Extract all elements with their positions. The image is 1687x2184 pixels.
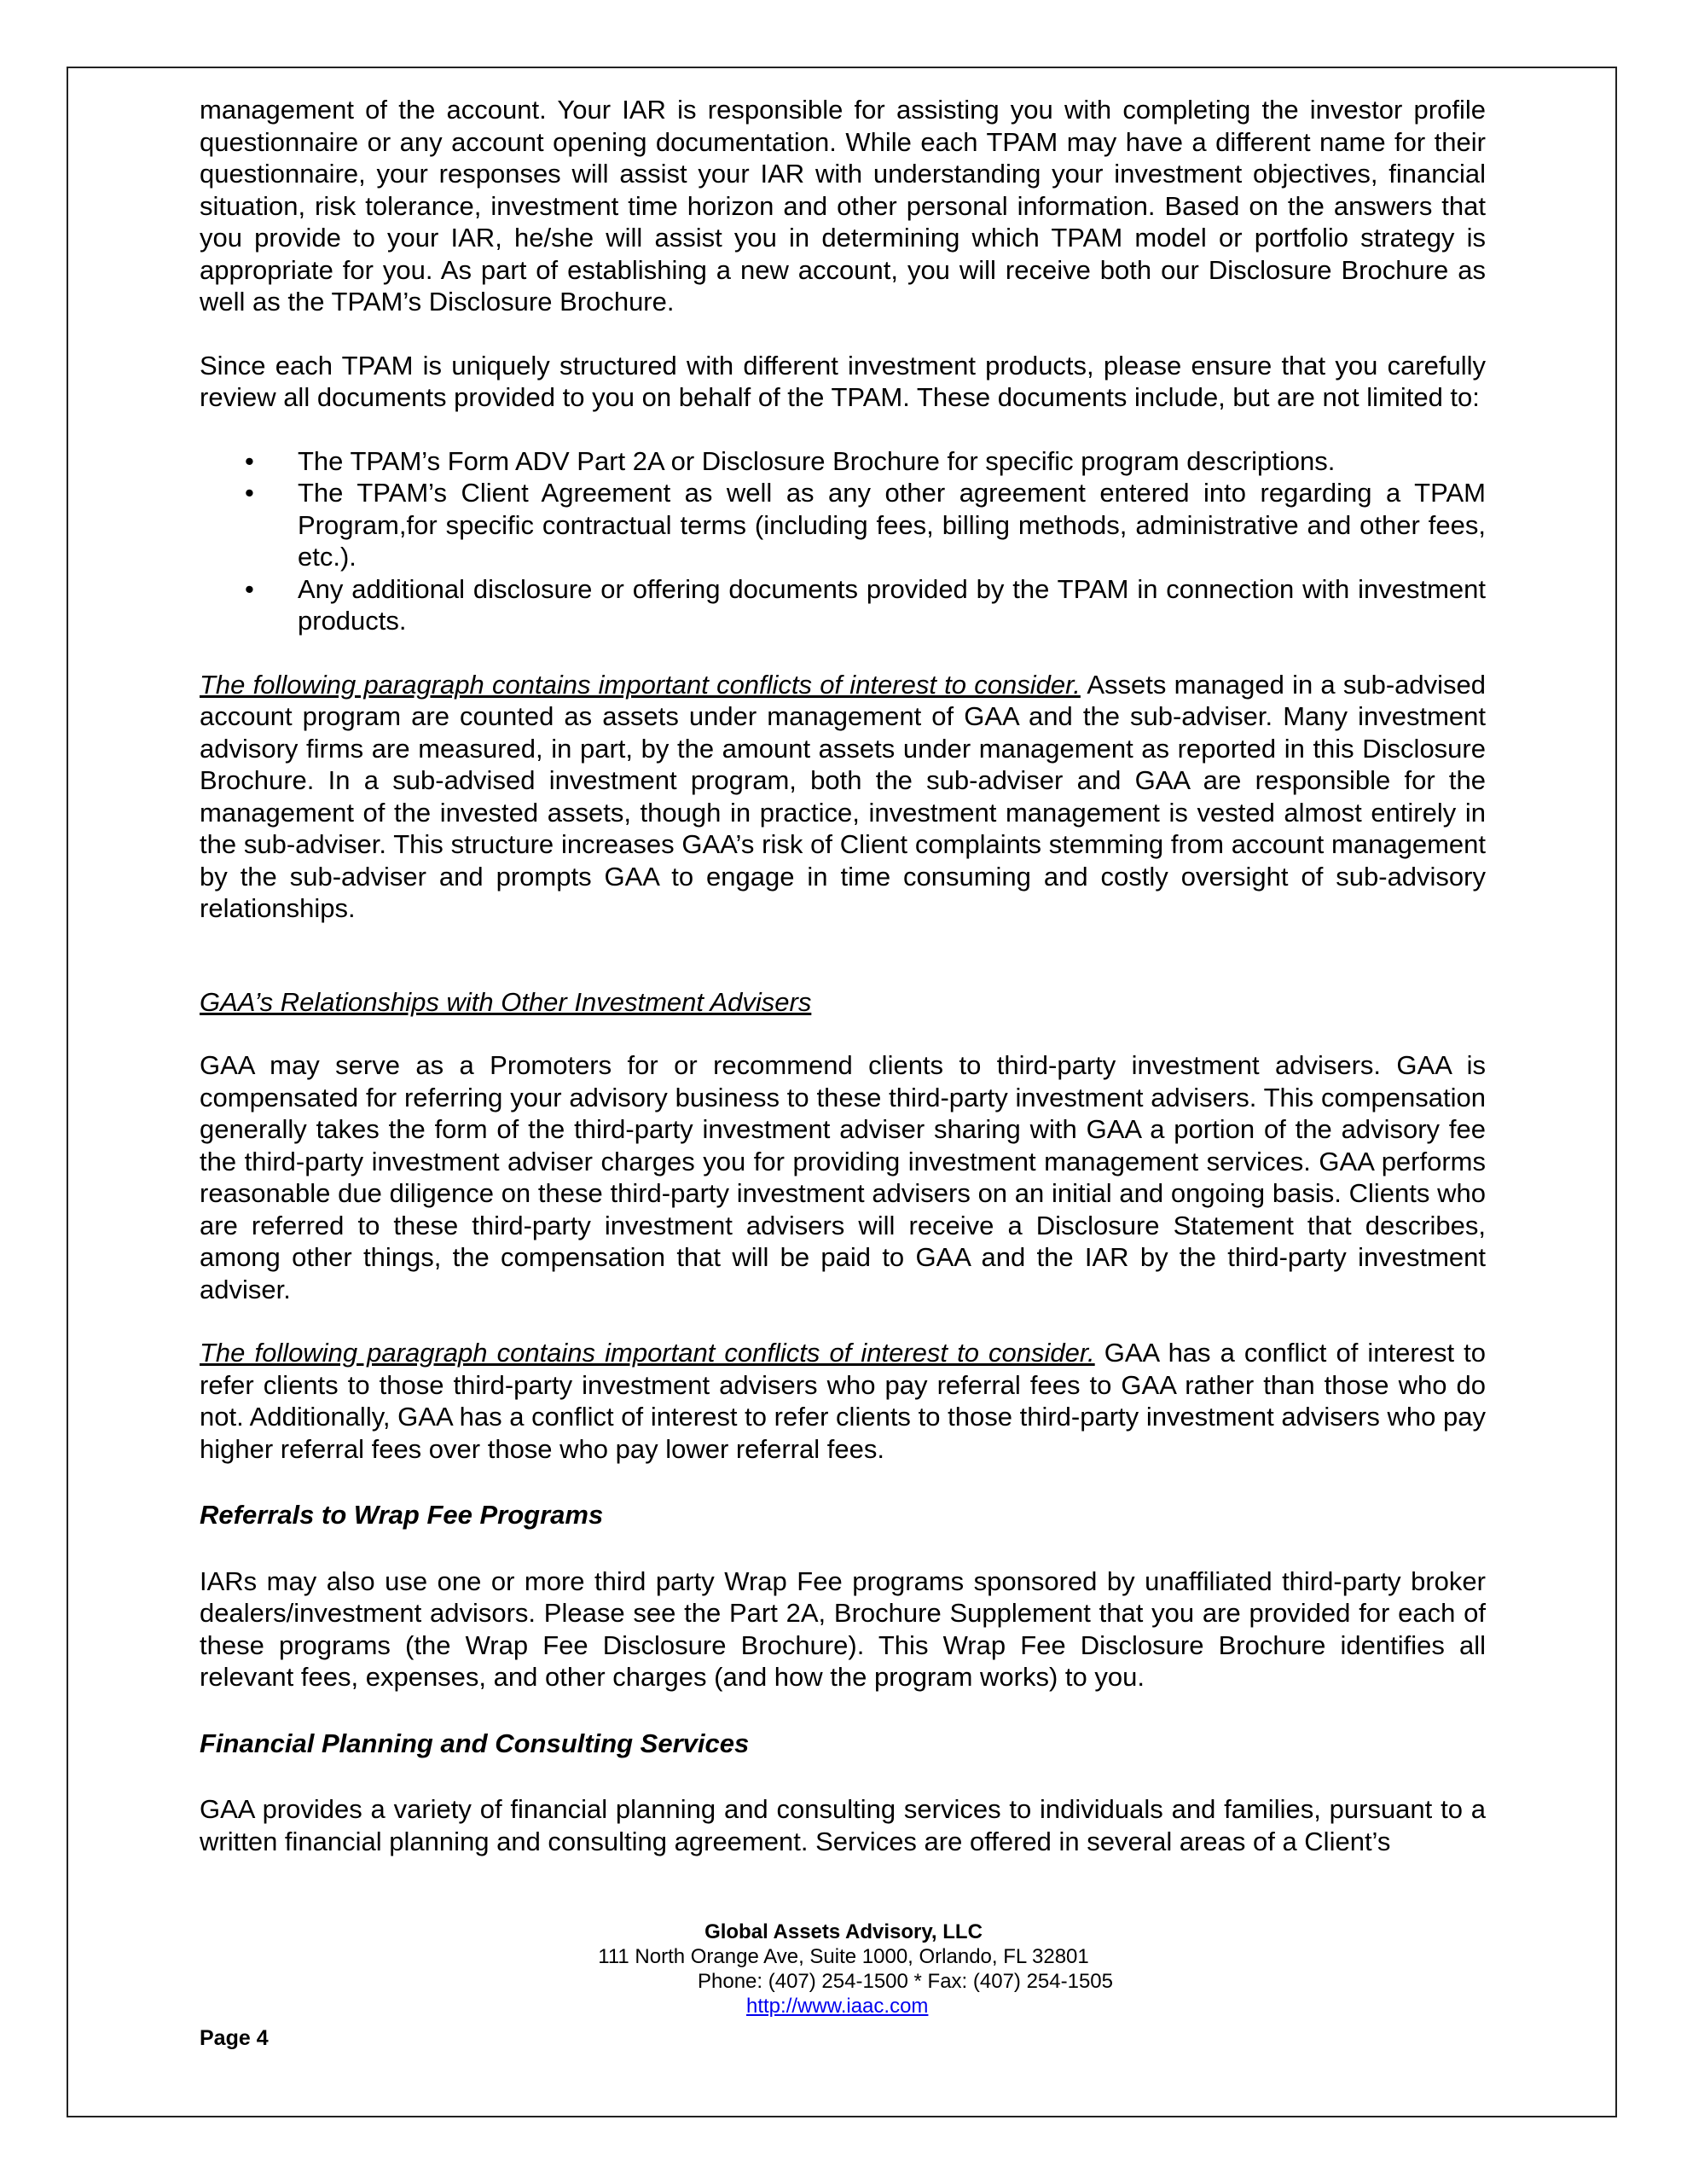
conflict-notice: The following paragraph contains important conflicts of interest to consider. xyxy=(200,1338,1095,1368)
section-heading-wrap-fee: Referrals to Wrap Fee Programs xyxy=(200,1500,604,1530)
section-heading-financial-planning: Financial Planning and Consulting Services xyxy=(200,1728,750,1758)
footer-phone: Phone: (407) 254-1500 * Fax: (407) 254-1505 xyxy=(698,1970,1113,1993)
footer-address: 111 North Orange Ave, Suite 1000, Orlando, FL 32801 xyxy=(598,1945,1089,1968)
conflict-notice: The following paragraph contains important conflicts of interest to consider. xyxy=(200,669,1081,700)
paragraph-financial-planning: GAA provides a variety of financial planning and consulting services to individuals and families, pursuant to a written financial planning and consulting agreement. Services are offered in several areas of a Client’s xyxy=(200,1794,1486,1856)
list-item xyxy=(245,445,1486,478)
footer-website-link[interactable]: http://www.iaac.com xyxy=(746,1995,929,2018)
bullet-icon: • xyxy=(245,445,254,476)
paragraph-tpam-documents: Since each TPAM is uniquely structured with different investment products, please ensure that you carefully review all documents provided to you on behalf of the TPAM. These documents include, but are not limited to: xyxy=(200,350,1486,412)
conflict-text: GAA has a conflict of interest to refer clients to those third-party investment advisers who pay referral fees to GAA rather than those who do not. Additionally, GAA has a conflict of interest to refer clients to those third-party investment advisers who pay higher referral fees over those who pay lower referral fees. xyxy=(200,1338,1486,1464)
footer-company-name: Global Assets Advisory, LLC xyxy=(704,1920,983,1943)
list-item-text: The TPAM’s Client Agreement as well as any other agreement entered into regarding a TPAM Program,for specific contractual terms (including fees, billing methods, administrative and other fees, etc.). xyxy=(298,478,1486,572)
conflict-text: Assets managed in a sub-advised account program are counted as assets under management of GAA and the sub-adviser. Many investment advisory firms are measured, in part, by the amount assets under management as reported in this Disclosure Brochure. In a sub-advised investment program, both the sub-adviser and GAA are responsible for the management of the invested assets, though in practice, investment management is vested almost entirely in the sub-adviser. This structure increases GAA’s risk of Client complaints stemming from account management by the sub-adviser and prompts GAA to engage in time consuming and costly oversight of sub-advisory relationships. xyxy=(200,669,1486,923)
bullet-icon: • xyxy=(245,573,254,604)
list-item-text: Any additional disclosure or offering documents provided by the TPAM in connection with investment products. xyxy=(298,573,1486,636)
list-item xyxy=(245,573,1486,637)
paragraph-referral-conflict xyxy=(200,1337,1486,1465)
paragraph-promoters: GAA may serve as a Promoters for or recommend clients to third-party investment advisers. GAA is compensated for referring your advisory business to these third-party investment advisers. This compensation generally takes the form of the third-party investment adviser sharing with GAA a portion of the advisory fee the third-party investment adviser charges you for providing investment management services. GAA performs reasonable due diligence on these third-party investment advisers on an initial and ongoing basis. Clients who are referred to these third-party investment advisers will receive a Disclosure Statement that describes, among other things, the compensation that will be paid to GAA and the IAR by the third-party investment adviser. xyxy=(200,1050,1486,1304)
list-item-text: The TPAM’s Form ADV Part 2A or Disclosure Brochure for specific program descriptions. xyxy=(298,445,1336,476)
section-heading-relationships: GAA’s Relationships with Other Investment Advisers xyxy=(200,986,812,1017)
page-number: Page 4 xyxy=(200,2026,269,2050)
bullet-icon: • xyxy=(245,478,254,508)
document-body xyxy=(200,94,1486,1857)
list-item xyxy=(245,477,1486,573)
paragraph-sub-advised-conflict xyxy=(200,669,1486,925)
paragraph-account-management: management of the account. Your IAR is responsible for assisting you with completing the investor profile questionnaire or any account opening documentation. While each TPAM may have a different name for their questionnaire, your responses will assist your IAR with understanding your investment objectives, financial situation, risk tolerance, investment time horizon and other personal information. Based on the answers that you provide to your IAR, he/she will assist you in determining which TPAM model or portfolio strategy is appropriate for you. As part of establishing a new account, you will receive both our Disclosure Brochure as well as the TPAM’s Disclosure Brochure. xyxy=(200,95,1486,317)
paragraph-wrap-fee: IARs may also use one or more third party Wrap Fee programs sponsored by unaffiliated third-party broker dealers/investment advisors. Please see the Part 2A, Brochure Supplement that you are provided for each of these programs (the Wrap Fee Disclosure Brochure). This Wrap Fee Disclosure Brochure identifies all relevant fees, expenses, and other charges (and how the program works) to you. xyxy=(200,1565,1486,1692)
tpam-documents-list xyxy=(200,445,1486,637)
